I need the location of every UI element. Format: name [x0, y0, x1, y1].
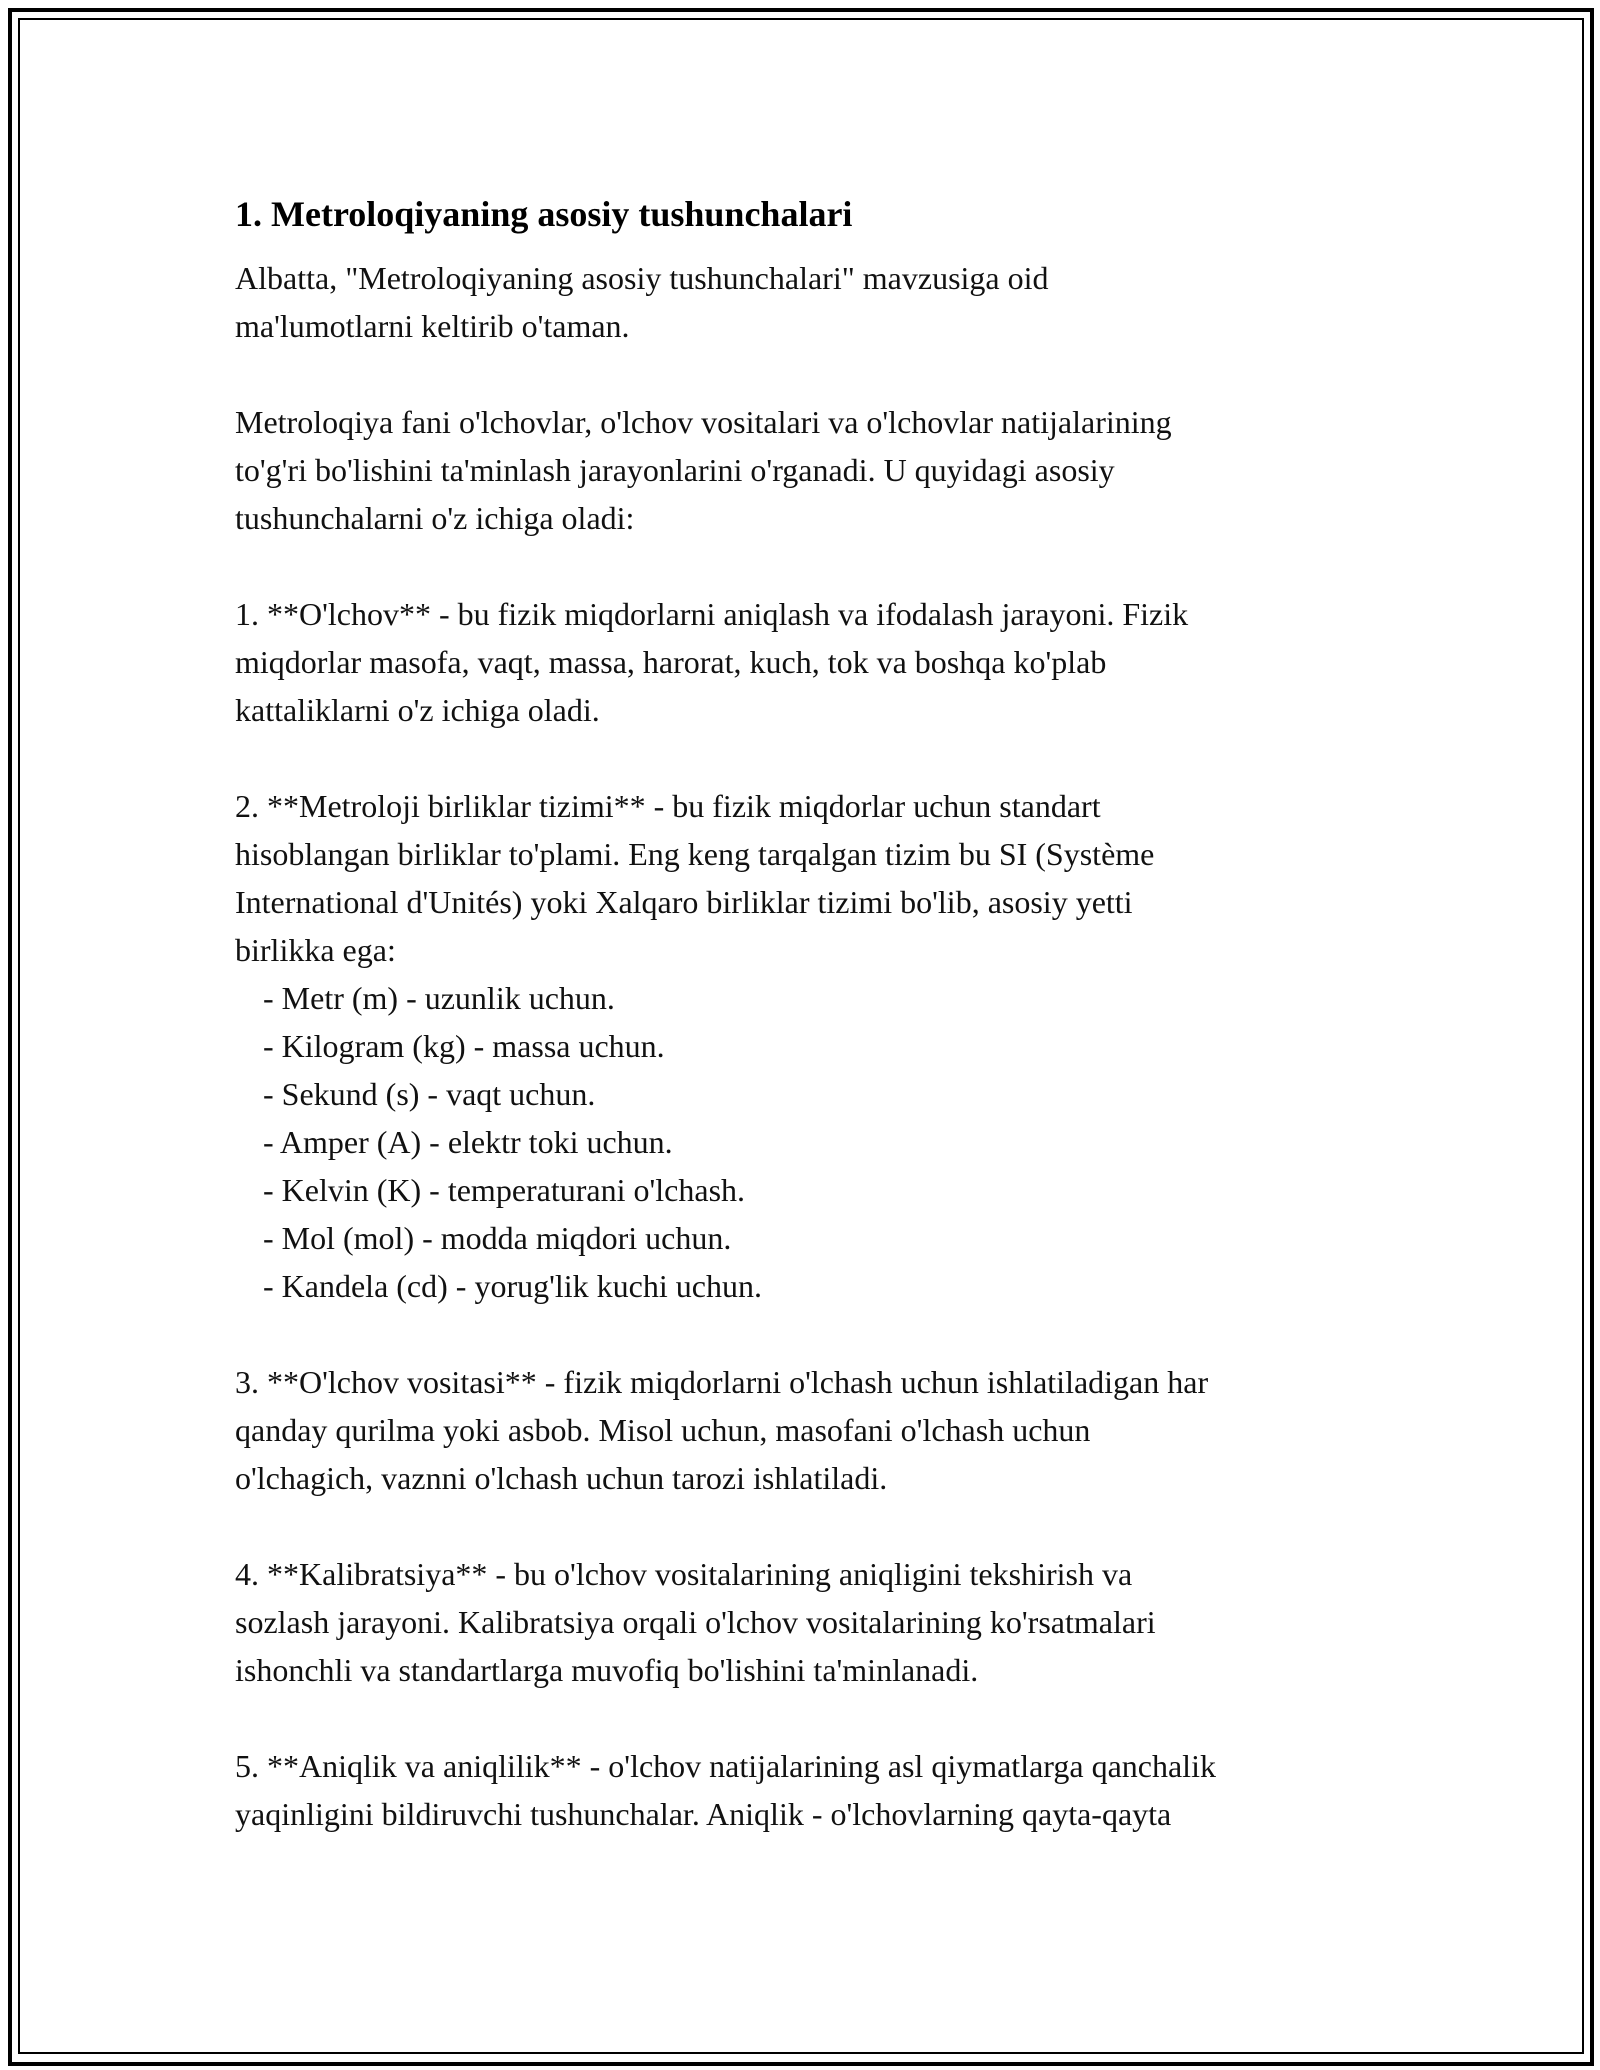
- text-line: 4. **Kalibratsiya** - bu o'lchov vositalarining aniqligini tekshirish va: [235, 1556, 1133, 1592]
- text-line: birlikka ega:: [235, 932, 396, 968]
- si-units-list: [235, 974, 1375, 1310]
- text-line: 2. **Metroloji birliklar tizimi** - bu fizik miqdorlar uchun standart: [235, 788, 1101, 824]
- item-accuracy: [235, 1742, 1375, 1838]
- text-line: 3. **O'lchov vositasi** - fizik miqdorlarni o'lchash uchun ishlatiladigan har: [235, 1364, 1209, 1400]
- text-line: ma'lumotlarni keltirib o'taman.: [235, 308, 630, 344]
- text-line: qanday qurilma yoki asbob. Misol uchun, masofani o'lchash uchun: [235, 1412, 1091, 1448]
- list-item: - Kilogram (kg) - massa uchun.: [263, 1028, 665, 1064]
- text-line: 1. **O'lchov** - bu fizik miqdorlarni aniqlash va ifodalash jarayoni. Fizik: [235, 596, 1189, 632]
- item-calibration: [235, 1550, 1375, 1694]
- list-item: - Kelvin (K) - temperaturani o'lchash.: [263, 1172, 746, 1208]
- text-line: Metroloqiya fani o'lchovlar, o'lchov vositalari va o'lchovlar natijalarining: [235, 404, 1172, 440]
- item-unit-system: [235, 782, 1375, 974]
- text-line: International d'Unités) yoki Xalqaro birliklar tizimi bo'lib, asosiy yetti: [235, 884, 1133, 920]
- list-item: - Amper (A) - elektr toki uchun.: [263, 1124, 673, 1160]
- document-title: 1. Metroloqiyaning asosiy tushunchalari: [235, 194, 853, 234]
- text-line: sozlash jarayoni. Kalibratsiya orqali o'lchov vositalarining ko'rsatmalari: [235, 1604, 1156, 1640]
- list-item: - Mol (mol) - modda miqdori uchun.: [263, 1220, 732, 1256]
- overview-paragraph: [235, 398, 1375, 542]
- text-line: kattaliklarni o'z ichiga oladi.: [235, 692, 600, 728]
- item-measuring-instrument: [235, 1358, 1375, 1502]
- list-item: - Metr (m) - uzunlik uchun.: [263, 980, 615, 1016]
- text-line: ishonchli va standartlarga muvofiq bo'lishini ta'minlanadi.: [235, 1652, 979, 1688]
- text-line: to'g'ri bo'lishini ta'minlash jarayonlarini o'rganadi. U quyidagi asosiy: [235, 452, 1115, 488]
- intro-paragraph: [235, 254, 1375, 350]
- text-line: tushunchalarni o'z ichiga oladi:: [235, 500, 635, 536]
- list-item: - Sekund (s) - vaqt uchun.: [263, 1076, 596, 1112]
- item-measurement: [235, 590, 1375, 734]
- text-line: miqdorlar masofa, vaqt, massa, harorat, kuch, tok va boshqa ko'plab: [235, 644, 1107, 680]
- text-line: 5. **Aniqlik va aniqlilik** - o'lchov natijalarining asl qiymatlarga qanchalik: [235, 1748, 1216, 1784]
- text-line: o'lchagich, vaznni o'lchash uchun tarozi ishlatiladi.: [235, 1460, 888, 1496]
- text-line: Albatta, "Metroloqiyaning asosiy tushunchalari" mavzusiga oid: [235, 260, 1049, 296]
- text-line: hisoblangan birliklar to'plami. Eng keng tarqalgan tizim bu SI (Système: [235, 836, 1155, 872]
- text-line: yaqinligini bildiruvchi tushunchalar. Aniqlik - o'lchovlarning qayta-qayta: [235, 1796, 1172, 1832]
- list-item: - Kandela (cd) - yorug'lik kuchi uchun.: [263, 1268, 762, 1304]
- document-body: [235, 186, 1375, 1838]
